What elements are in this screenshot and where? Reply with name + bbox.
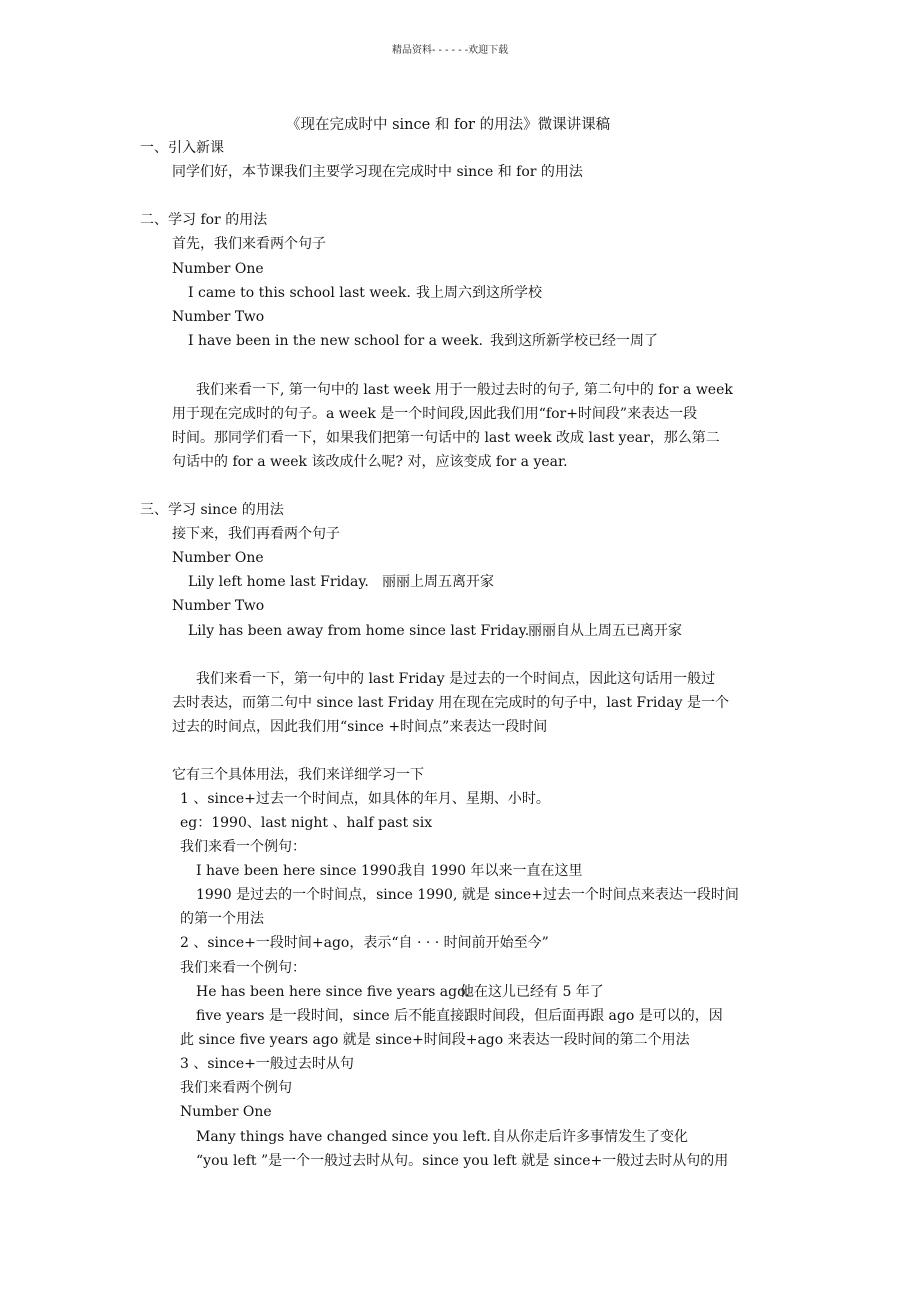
section-3-label-one: Number One — [172, 550, 264, 566]
usage-1-explanation-line: 的第一个用法 — [180, 911, 264, 927]
section-2-para-line: 用于现在完成时的句子。a week 是一个时间段,因此我们用“for+时间段”来表达一段 — [172, 406, 698, 422]
usage-2-explanation-line: five years 是一段时间，since 后不能直接跟时间段，但后面再跟 ago 是可以的，因 — [196, 1008, 723, 1024]
section-3-example-2-en: Lily has been away from home since last Friday. — [188, 623, 530, 639]
page-header: 精品资料- - - - - -欢迎下载 — [392, 45, 509, 56]
section-2-label-one: Number One — [172, 261, 264, 277]
usage-2-lead: 我们来看一个例句： — [180, 960, 306, 976]
usage-1-lead: 我们来看一个例句： — [180, 839, 306, 855]
document-title: 《现在完成时中 since 和 for 的用法》微课讲课稿 — [286, 117, 611, 133]
usage-3-label-one: Number One — [180, 1104, 272, 1120]
usage-2-example-zh: 他在这儿已经有 5 年了 — [460, 984, 604, 1000]
usage-2-explanation-line: 此 since five years ago 就是 since+时间段+ago 来表达一段时间的第二个用法 — [180, 1032, 690, 1048]
section-3-para-line: 去时表达，而第二句中 since last Friday 用在现在完成时的句子中，last Friday 是一个 — [172, 695, 729, 711]
section-3-lead: 接下来，我们再看两个句子 — [172, 526, 340, 542]
section-3-para-line: 我们来看一下，第一句中的 last Friday 是过去的一个时间点，因此这句话用一般过 — [196, 671, 716, 687]
section-3-example-2-zh: 丽丽自从上周五已离开家 — [528, 623, 682, 639]
section-2-example-1-zh: 我上周六到这所学校 — [416, 285, 542, 301]
section-2-example-2-en: I have been in the new school for a week. — [188, 333, 483, 349]
usage-1-example-zh: 我自 1990 年以来一直在这里 — [398, 863, 583, 879]
section-1-intro: 同学们好，本节课我们主要学习现在完成时中 since 和 for 的用法 — [172, 164, 583, 180]
usage-3-example-en: Many things have changed since you left. — [196, 1129, 491, 1145]
section-2-example-1-en: I came to this school last week. — [188, 285, 411, 301]
section-2-lead: 首先，我们来看两个句子 — [172, 236, 326, 252]
section-1-heading: 一、引入新课 — [140, 140, 224, 156]
section-3-example-1-zh: 丽丽上周五离开家 — [382, 574, 494, 590]
section-2-para-line: 时间。那同学们看一下，如果我们把第一句话中的 last week 改成 last year，那么第二 — [172, 430, 720, 446]
section-2-label-two: Number Two — [172, 309, 265, 325]
section-3-label-two: Number Two — [172, 598, 265, 614]
section-3-heading: 三、学习 since 的用法 — [140, 502, 284, 518]
usage-3-title: 3 、since+一般过去时从句 — [180, 1056, 354, 1072]
usage-1-eg: eg：1990、last night 、half past six — [180, 815, 433, 831]
usage-1-example-en: I have been here since 1990. — [196, 863, 402, 879]
section-2-para-line: 我们来看一下, 第一句中的 last week 用于一般过去时的句子, 第二句中的 for a week — [196, 382, 733, 398]
section-3-example-1-en: Lily left home last Friday. — [188, 574, 369, 590]
section-2-example-2-zh: 我到这所新学校已经一周了 — [490, 333, 658, 349]
usage-2-example-en: He has been here since five years ago. — [196, 984, 470, 1000]
usage-1-explanation-line: 1990 是过去的一个时间点，since 1990, 就是 since+过去一个时间点来表达一段时间 — [196, 887, 739, 903]
usage-1-title: 1 、since+过去一个时间点，如具体的年月、星期、小时。 — [180, 791, 550, 807]
section-2-heading: 二、学习 for 的用法 — [140, 212, 268, 228]
usage-intro: 它有三个具体用法，我们来详细学习一下 — [172, 767, 424, 783]
section-3-para-line: 过去的时间点，因此我们用“since +时间点”来表达一段时间 — [172, 719, 548, 735]
usage-3-example-zh: 自从你走后许多事情发生了变化 — [492, 1129, 688, 1145]
usage-3-explanation-line: “you left ”是一个一般过去时从句。since you left 就是 since+一般过去时从句的用 — [196, 1153, 729, 1169]
section-2-para-line: 句话中的 for a week 该改成什么呢? 对，应该变成 for a year. — [172, 454, 568, 470]
usage-3-lead: 我们来看两个例句 — [180, 1080, 292, 1096]
usage-2-title: 2 、since+一段时间+ago，表示“自 · · · 时间前开始至今” — [180, 935, 549, 951]
